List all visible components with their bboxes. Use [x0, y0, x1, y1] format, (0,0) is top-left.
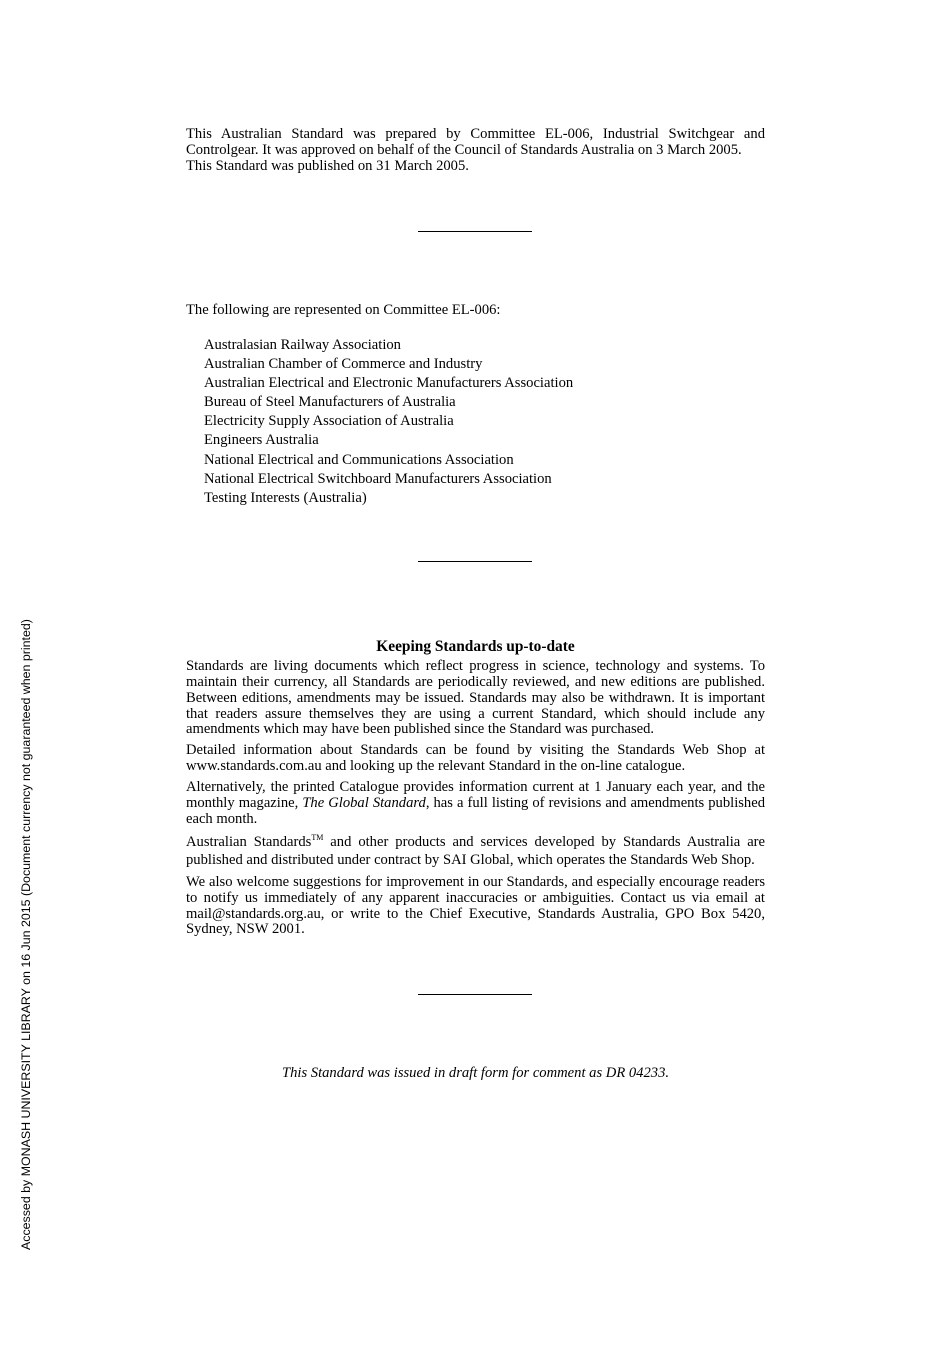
publication-date: This Standard was published on 31 March 2005.	[186, 158, 469, 174]
catalogue-text-start: Alternatively, the printed Catalogue provides information current at 1 January each year, and the monthly magazine,	[186, 779, 765, 812]
trademark-symbol: TM	[311, 833, 324, 843]
section-divider	[418, 561, 532, 562]
committee-member: National Electrical Switchboard Manufacturers Association	[204, 470, 552, 487]
committee-member: Engineers Australia	[204, 432, 319, 449]
preparation-statement: This Australian Standard was prepared by Committee EL-006, Industrial Switchgear and Controlgear. It was approved on behalf of the Council of Standards Australia on 3 March 2005.	[186, 126, 765, 158]
catalogue-paragraph	[186, 780, 765, 828]
draft-note: This Standard was issued in draft form for comment as DR 04233.	[281, 1065, 670, 1082]
distribution-paragraph	[186, 833, 765, 870]
trademark-name: Australian Standards	[186, 833, 312, 850]
distribution-text: and other products and services developed by Standards Australia are published and distributed under contract by SAI Global, which operates the Standards Web Shop.	[186, 833, 766, 869]
committee-member-list	[204, 336, 765, 508]
section-divider	[418, 994, 532, 995]
committee-member: Testing Interests (Australia)	[204, 489, 367, 506]
keeping-standards-heading: Keeping Standards up-to-date	[376, 637, 575, 655]
page-content	[186, 126, 765, 1081]
committee-member: Australian Chamber of Commerce and Industry	[204, 356, 483, 373]
committee-member: Australian Electrical and Electronic Manufacturers Association	[204, 375, 574, 392]
access-watermark: Accessed by MONASH UNIVERSITY LIBRARY on 16 Jun 2015 (Document currency not guaranteed when printed)	[19, 619, 33, 1250]
catalogue-text-end: , has a full listing of revisions and amendments published each month.	[186, 795, 765, 827]
committee-member: National Electrical and Communications Association	[204, 451, 514, 468]
committee-member: Bureau of Steel Manufacturers of Australia	[204, 394, 456, 411]
suggestions-paragraph: We also welcome suggestions for improvement in our Standards, and especially encourage readers to notify us immediately of any apparent inaccuracies or ambiguities. Contact us via email at mail@standards.org.au, or write to the Chief Executive, Standards Australia, GPO Box 5420, Sydney, NSW 2001.	[186, 873, 765, 938]
web-shop-paragraph: Detailed information about Standards can be found by visiting the Standards Web Shop at www.standards.com.au and looking up the relevant Standard in the on-line catalogue.	[186, 742, 765, 775]
section-divider	[418, 231, 532, 232]
committee-member: Australasian Railway Association	[204, 337, 401, 353]
committee-intro: The following are represented on Committee EL-006:	[186, 302, 501, 318]
living-documents-paragraph: Standards are living documents which reflect progress in science, technology and systems. To maintain their currency, all Standards are periodically reviewed, and new editions are published. Between editions, amendments may be issued. Standards may also be withdrawn. It is important that readers assure themselves they are using a current Standard, which should include any amendments which may have been published since the Standard was purchased.	[186, 657, 765, 738]
magazine-title: The Global Standard	[302, 795, 426, 812]
committee-member: Electricity Supply Association of Australia	[204, 413, 454, 430]
